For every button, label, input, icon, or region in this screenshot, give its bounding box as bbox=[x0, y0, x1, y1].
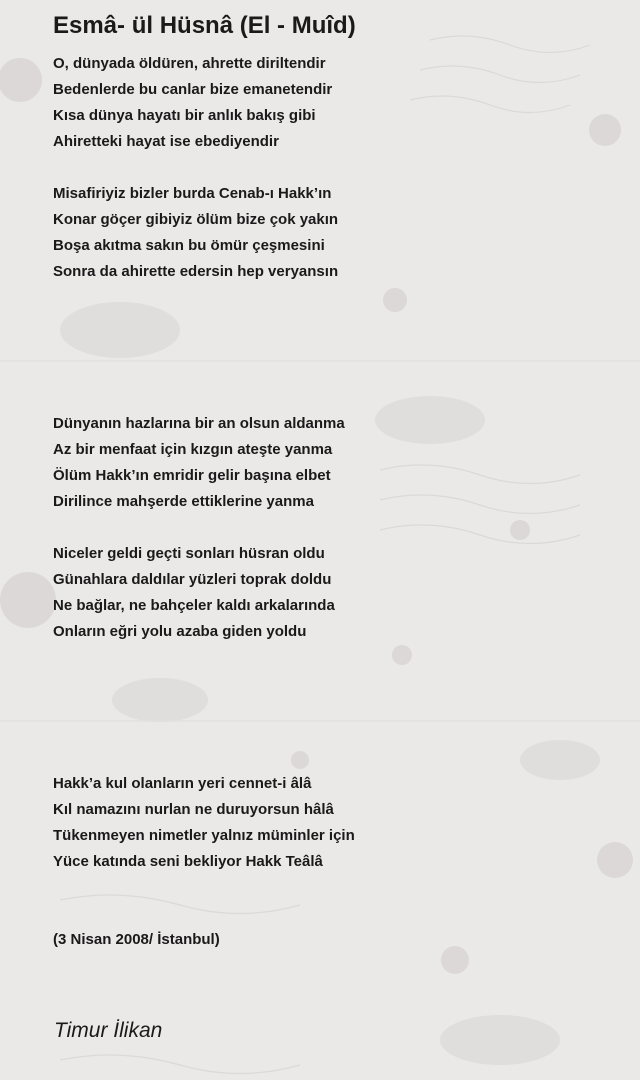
poem-title: Esmâ- ül Hüsnâ (El - Muîd) bbox=[53, 12, 356, 39]
poem-line: Onların eğri yolu azaba giden yoldu bbox=[53, 623, 307, 640]
poem-line: Bedenlerde bu canlar bize emanetendir bbox=[53, 81, 333, 98]
poem-line: Dirilince mahşerde ettiklerine yanma bbox=[53, 493, 314, 510]
poem-line: Misafiriyiz bizler burda Cenab-ı Hakk’ın bbox=[53, 185, 332, 202]
poem-date-note: (3 Nisan 2008/ İstanbul) bbox=[53, 931, 220, 948]
poem-stanza bbox=[53, 181, 338, 285]
poem-stanza bbox=[53, 541, 335, 645]
poem-line: Az bir menfaat için kızgın ateşte yanma bbox=[53, 441, 333, 458]
poem-line: Tükenmeyen nimetler yalnız müminler için bbox=[53, 827, 355, 844]
poem-line: O, dünyada öldüren, ahrette diriltendir bbox=[53, 55, 326, 72]
poem-line: Yüce katında seni bekliyor Hakk Teâlâ bbox=[53, 853, 323, 870]
poem-stanza bbox=[53, 51, 332, 155]
poem-stanza bbox=[53, 411, 345, 515]
poem-line: Niceler geldi geçti sonları hüsran oldu bbox=[53, 545, 325, 562]
poem-line: Ahiretteki hayat ise ebediyendir bbox=[53, 133, 279, 150]
poem-author: Timur İlikan bbox=[54, 1019, 163, 1042]
poem-line: Konar göçer gibiyiz ölüm bize çok yakın bbox=[53, 211, 339, 228]
poem-line: Ne bağlar, ne bahçeler kaldı arkalarında bbox=[53, 597, 335, 614]
poem-line: Dünyanın hazlarına bir an olsun aldanma bbox=[53, 415, 345, 432]
poem-line: Sonra da ahirette edersin hep veryansın bbox=[53, 263, 339, 280]
poem-line: Günahlara daldılar yüzleri toprak doldu bbox=[53, 571, 332, 588]
poem-line: Boşa akıtma sakın bu ömür çeşmesini bbox=[53, 237, 325, 254]
poem-stanza bbox=[53, 771, 355, 875]
poem-line: Kıl namazını nurlan ne duruyorsun hâlâ bbox=[53, 801, 334, 818]
poem-line: Hakk’a kul olanların yeri cennet-i âlâ bbox=[53, 775, 312, 792]
poem-line: Ölüm Hakk’ın emridir gelir başına elbet bbox=[53, 467, 331, 484]
poem-line: Kısa dünya hayatı bir anlık bakış gibi bbox=[53, 107, 316, 124]
